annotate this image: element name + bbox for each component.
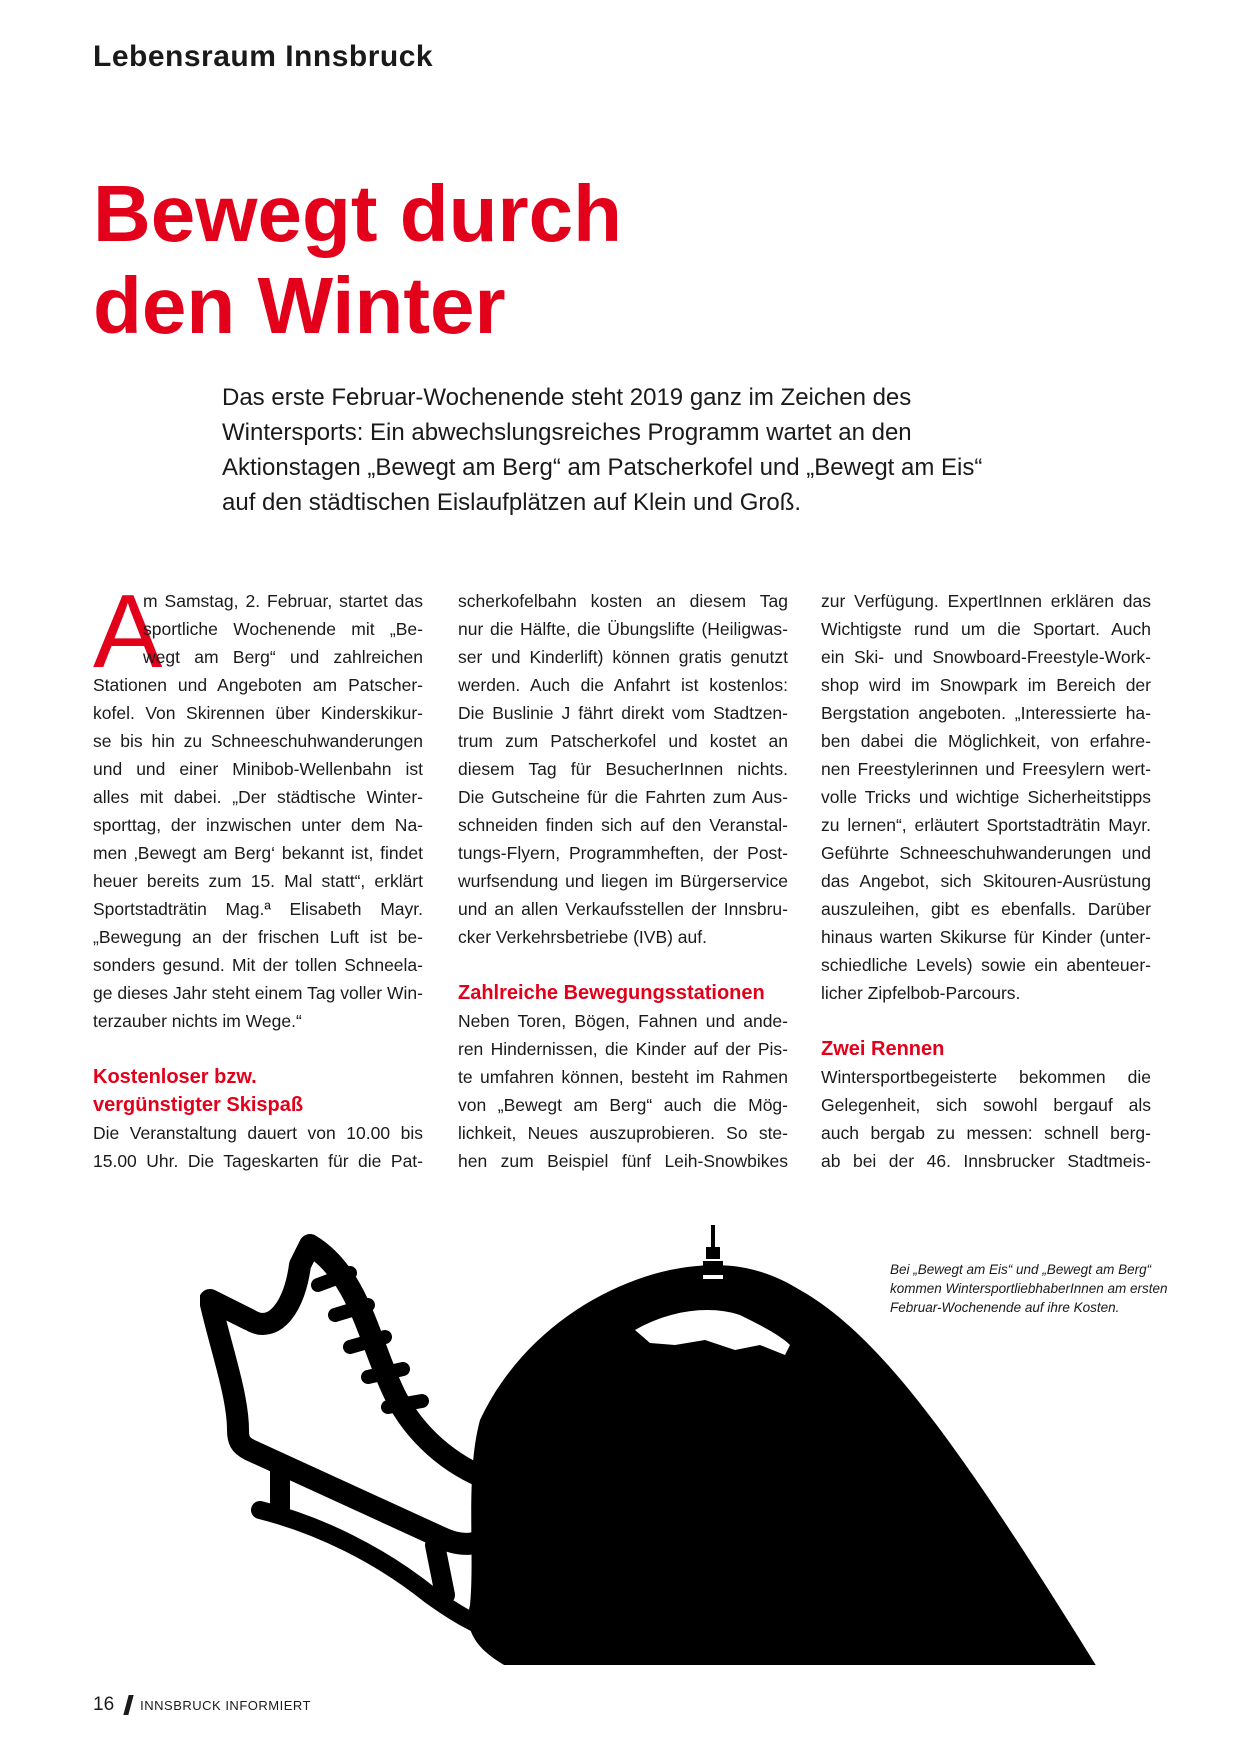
article-line: hinaus warten Skikurse für Kinder (unter- [821,927,1151,947]
subheading: Zahlreiche Bewegungsstationen [458,982,765,1004]
image-caption [890,1260,1190,1317]
article-line: nur die Hälfte, die Übungslifte (Heiligwas- [458,619,788,639]
article-line: ren Hindernissen, die Kinder auf der Pis- [458,1039,788,1059]
article-line: hen zum Beispiel fünf Leih-Snowbikes [458,1151,788,1171]
article-line: schneiden finden sich auf den Veranstal- [458,815,788,835]
lead-line: Wintersports: Ein abwechslungsreiches Programm wartet an den [222,419,912,446]
section-label: Lebensraum Innsbruck [93,40,434,73]
article-line: und an allen Verkaufsstellen der Innsbru- [458,899,788,919]
article-line: ein Ski- und Snowboard-Freestyle-Work- [821,647,1151,667]
article-line: trum zum Patscherkofel und kostet an [458,731,788,751]
article-line: nen Freestylerinnen und Freesylern wert- [821,759,1151,779]
article-line: alles mit dabei. „Der städtische Winter- [93,787,423,807]
subheading: Kostenloser bzw. [93,1066,257,1088]
page-footer [93,1690,311,1720]
article-column-2 [458,587,788,1175]
article-line: das Angebot, sich Skitouren-Ausrüstung [821,871,1151,891]
article-line: scherkofelbahn kosten an diesem Tag [458,591,788,611]
caption-line: kommen WintersportliebhaberInnen am ersten [890,1281,1168,1296]
article-line: schiedliche Levels) sowie ein abenteuer- [821,955,1151,975]
article-line: sportliche Wochenende mit „Be- [143,619,423,639]
title-line: Bewegt durch [93,169,622,258]
article-line: Neben Toren, Bögen, Fahnen und ande- [458,1011,788,1031]
article-line: diesem Tag für BesucherInnen nichts. [458,759,788,779]
article-line: terzauber nichts im Wege.“ [93,1011,302,1031]
article-line: „Bewegung an der frischen Luft ist be- [93,927,423,947]
page-title [93,168,993,352]
article-line: ben dabei die Möglichkeit, von erfahre- [821,731,1151,751]
article-line: sporttag, der inzwischen unter dem Na- [93,815,423,835]
article-line: Die Buslinie J fährt direkt vom Stadtzen- [458,703,788,723]
article-line: se bis hin zu Schneeschuhwanderungen [93,731,423,751]
caption-line: Februar-Wochenende auf ihre Kosten. [890,1300,1120,1315]
article-line: ser und Kinderlift) können gratis genutzt [458,647,788,667]
article-line: volle Tricks und wichtige Sicherheitstipps [821,787,1151,807]
caption-line: Bei „Bewegt am Eis“ und „Bewegt am Berg“ [890,1262,1152,1277]
article-line: lichkeit, Neues auszuprobieren. So ste- [458,1123,788,1143]
footer-divider [123,1695,133,1715]
drop-cap: A [93,574,163,690]
article-line: men ‚Bewegt am Berg‘ bekannt ist, findet [93,843,423,863]
article-line: Stationen und Angeboten am Patscher- [93,675,423,695]
article-line: te umfahren können, besteht im Rahmen [458,1067,788,1087]
article-line: von „Bewegt am Berg“ auch die Mög- [458,1095,788,1115]
article-line: und und einer Minibob-Wellenbahn ist [93,759,423,779]
article-line: sonders gesund. Mit der tollen Schneela- [93,955,423,975]
article-line: Die Gutscheine für die Fahrten zum Aus- [458,787,788,807]
article-line: shop wird im Snowpark im Bereich der [821,675,1151,695]
lead-line: Aktionstagen „Bewegt am Berg“ am Patscherkofel und „Bewegt am Eis“ [222,454,983,481]
article-line: 15.00 Uhr. Die Tageskarten für die Pat- [93,1151,423,1171]
page-number: 16 [93,1694,115,1715]
article-line: cker Verkehrsbetriebe (IVB) auf. [458,927,707,947]
article-line: Wintersportbegeisterte bekommen die [821,1067,1151,1087]
article-line: zu lernen“, erläutert Sportstadträtin Mayr. [821,815,1151,835]
subheading: Zwei Rennen [821,1038,945,1060]
subheading: vergünstigter Skispaß [93,1094,304,1116]
article-line: auszuleihen, gibt es ebenfalls. Darüber [821,899,1151,919]
article-line: Bergstation angeboten. „Interessierte ha- [821,703,1151,723]
lead-line: Das erste Februar-Wochenende steht 2019 ganz im Zeichen des [222,384,912,411]
lead-paragraph [222,380,1022,520]
article-line: zur Verfügung. ExpertInnen erklären das [821,591,1151,611]
article-line: Die Veranstaltung dauert von 10.00 bis [93,1123,423,1143]
article-line: licher Zipfelbob-Parcours. [821,983,1021,1003]
publication-name: INNSBRUCK INFORMIERT [140,1697,311,1713]
article-line: ge dieses Jahr steht einem Tag voller Win- [93,983,423,1003]
article-line: wurfsendung und liegen im Bürgerservice [458,871,788,891]
article-column-1 [93,587,423,1175]
paragraph-gap [93,1035,423,1063]
paragraph-gap [821,1007,1151,1035]
article-line: Sportstadträtin Mag.ª Elisabeth Mayr. [93,899,423,919]
article-line: auch bergab zu messen: schnell berg- [821,1123,1151,1143]
ice-skate-icon [210,1245,505,1633]
article-line: ab bei der 46. Innsbrucker Stadtmeis- [821,1151,1151,1171]
article-line: wegt am Berg“ und zahlreichen [143,647,423,667]
lead-line: auf den städtischen Eislaufplätzen auf Klein und Groß. [222,489,802,516]
article-line: m Samstag, 2. Februar, startet das [143,591,423,611]
article-line: Gelegenheit, sich sowohl bergauf als [821,1095,1151,1115]
paragraph-gap [458,951,788,979]
article-line: tungs-Flyern, Programmheften, der Post- [458,843,788,863]
article-line: kofel. Von Skirennen über Kinderskikur- [93,703,423,723]
article-line: Geführte Schneeschuhwanderungen und [821,843,1151,863]
article-line: heuer bereits zum 15. Mal statt“, erklärt [93,871,423,891]
article-line: werden. Auch die Anfahrt ist kostenlos: [458,675,788,695]
article-line: Wichtigste rund um die Sportart. Auch [821,619,1151,639]
title-line: den Winter [93,261,506,350]
article-column-3 [821,587,1151,1175]
